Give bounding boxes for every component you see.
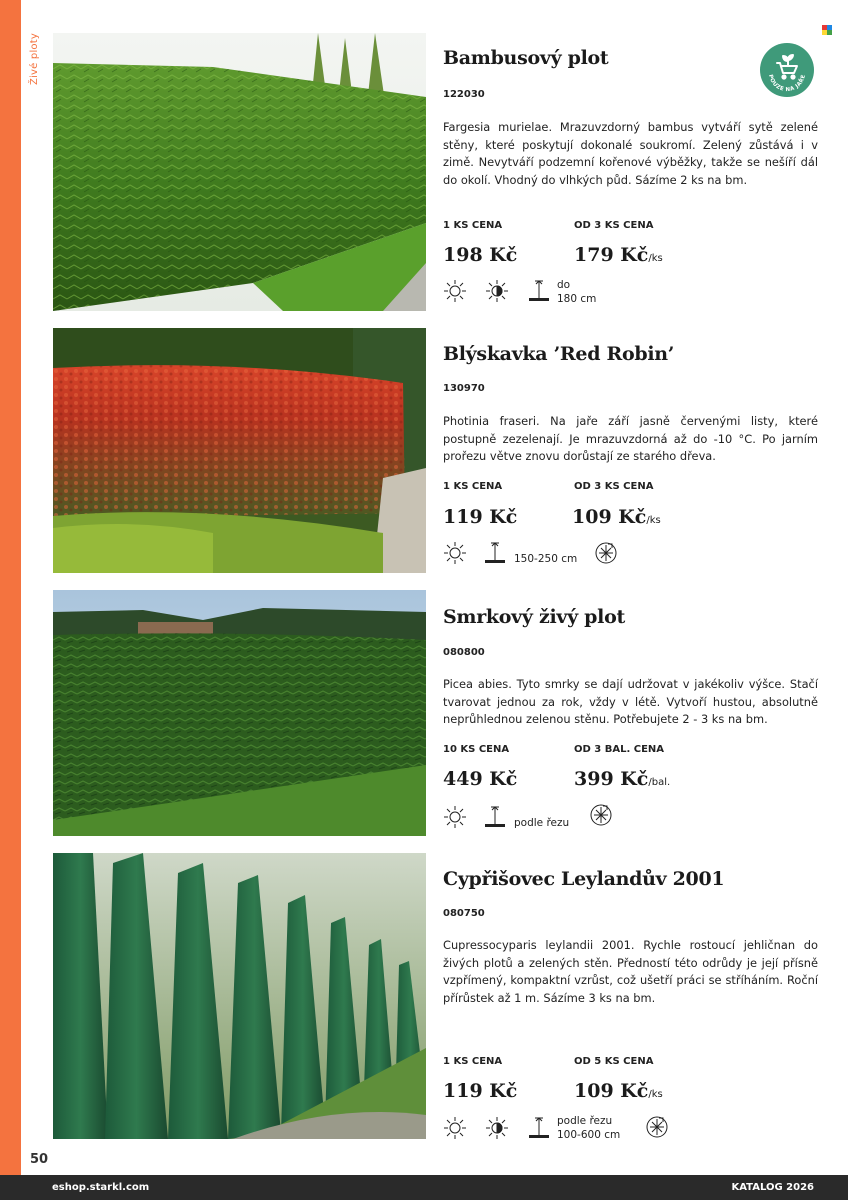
product-description: Cupressocyparis leylandii 2001. Rychle rostoucí jehličnan do živých plotů a zelených stěn. Předností této odrůdy je její přísně vzpřímený, kompaktní vzrůst, což ušetří práci se stříháním. Roční přírůstek až 1 m. Sázíme 3 ks na bm. xyxy=(443,938,818,1005)
price1: 119 Kč xyxy=(443,506,518,528)
price2-unit: /ks xyxy=(646,515,661,526)
product-description: Fargesia murielae. Mrazuvzdorný bambus vytváří sytě zelené stěny, které poskytují dokonalé soukromí. Zelený zůstává i v zimě. Nevytváří podzemní kořenové výběžky, takže se nešíří dál do okolí. Vhodný do vlhkých půd. Sázíme 2 ks na bm. xyxy=(443,120,818,187)
section-label: Živé ploty xyxy=(29,33,40,85)
size-text-line1: podle řezu xyxy=(514,817,570,829)
frost-hardy-icon xyxy=(594,541,618,565)
photo-bamboo-hedge xyxy=(53,33,426,311)
half-shade-icon xyxy=(485,1116,509,1140)
price1-label: 10 KS CENA xyxy=(443,744,510,755)
price1-label: 1 KS CENA xyxy=(443,481,503,492)
size-text-line2: 100-600 cm xyxy=(557,1129,621,1141)
product-card-spruce xyxy=(443,606,818,836)
sun-icon xyxy=(443,805,467,829)
frost-hardy-icon xyxy=(645,1115,669,1139)
price2 xyxy=(572,506,661,528)
half-shade-icon xyxy=(485,279,509,303)
footer-catalog: KATALOG 2026 xyxy=(731,1182,814,1193)
price2-unit: /ks xyxy=(648,1089,663,1100)
sun-icon xyxy=(443,1116,467,1140)
product-code: 130970 xyxy=(443,383,485,394)
price2 xyxy=(574,1080,663,1102)
price2-unit: /ks xyxy=(648,253,663,264)
sun-icon xyxy=(443,541,467,565)
height-icon xyxy=(527,279,551,303)
size-text-line1: podle řezu xyxy=(557,1115,613,1127)
product-description: Picea abies. Tyto smrky se dají udržovat v jakékoliv výšce. Stačí tvarovat jednou za rok, vždy v létě. Vytvoří hustou, absolutně neprůhlednou zelenou stěnu. Potřebujete 2 - 3 ks na bm. xyxy=(443,677,818,727)
price1: 119 Kč xyxy=(443,1080,518,1102)
price2-value: 109 Kč xyxy=(574,1080,649,1102)
price2-value: 399 Kč xyxy=(574,768,649,790)
size-text-line2: 180 cm xyxy=(557,293,597,305)
product-card-red-robin xyxy=(443,343,818,573)
price1-label: 1 KS CENA xyxy=(443,1056,503,1067)
height-icon xyxy=(527,1116,551,1140)
price2-value: 179 Kč xyxy=(574,244,649,266)
product-title: Bambusový plot xyxy=(443,47,609,69)
price2-value: 109 Kč xyxy=(572,506,647,528)
product-description: Photinia fraseri. Na jaře září jasně červenými listy, které postupně zezelenají. Je mrazuvzdorná až do -10 °C. Po jarním prořezu větve znovu dorůstají ze starého dřeva. xyxy=(443,414,818,464)
product-card-bamboo xyxy=(443,47,818,317)
price2-label: OD 3 KS CENA xyxy=(574,220,654,231)
product-title: Smrkový živý plot xyxy=(443,606,625,628)
height-icon xyxy=(483,541,507,565)
photo-spruce-hedge xyxy=(53,590,426,836)
price2-label: OD 5 KS CENA xyxy=(574,1056,654,1067)
page-number: 50 xyxy=(30,1152,49,1167)
size-text-line1: do xyxy=(557,279,571,291)
height-icon xyxy=(483,805,507,829)
size-text-line1: 150-250 cm xyxy=(514,553,578,565)
price1-label: 1 KS CENA xyxy=(443,220,503,231)
photo-leyland-cypress-hedge xyxy=(53,853,426,1139)
product-code: 080800 xyxy=(443,647,485,658)
product-title: Blýskavka ’Red Robin’ xyxy=(443,343,675,365)
product-title: Cypřišovec Leylandův 2001 xyxy=(443,868,725,890)
price2-label: OD 3 BAL. CENA xyxy=(574,744,665,755)
footer-bar xyxy=(0,1175,848,1200)
product-code: 080750 xyxy=(443,908,485,919)
footer-url[interactable]: eshop.starkl.com xyxy=(52,1182,150,1193)
color-registration-mark xyxy=(822,25,832,35)
badge-text: POUZE NA JAŘE xyxy=(767,74,807,94)
photo-red-robin-hedge xyxy=(53,328,426,573)
side-color-band xyxy=(0,0,21,1175)
frost-hardy-icon xyxy=(589,803,613,827)
product-code: 122030 xyxy=(443,89,485,100)
price1: 198 Kč xyxy=(443,244,518,266)
price1: 449 Kč xyxy=(443,768,518,790)
price2-unit: /bal. xyxy=(648,777,671,788)
product-card-leyland-cypress xyxy=(443,868,818,1143)
price2-label: OD 3 KS CENA xyxy=(574,481,654,492)
price2 xyxy=(574,768,670,790)
sun-icon xyxy=(443,279,467,303)
price2 xyxy=(574,244,663,266)
